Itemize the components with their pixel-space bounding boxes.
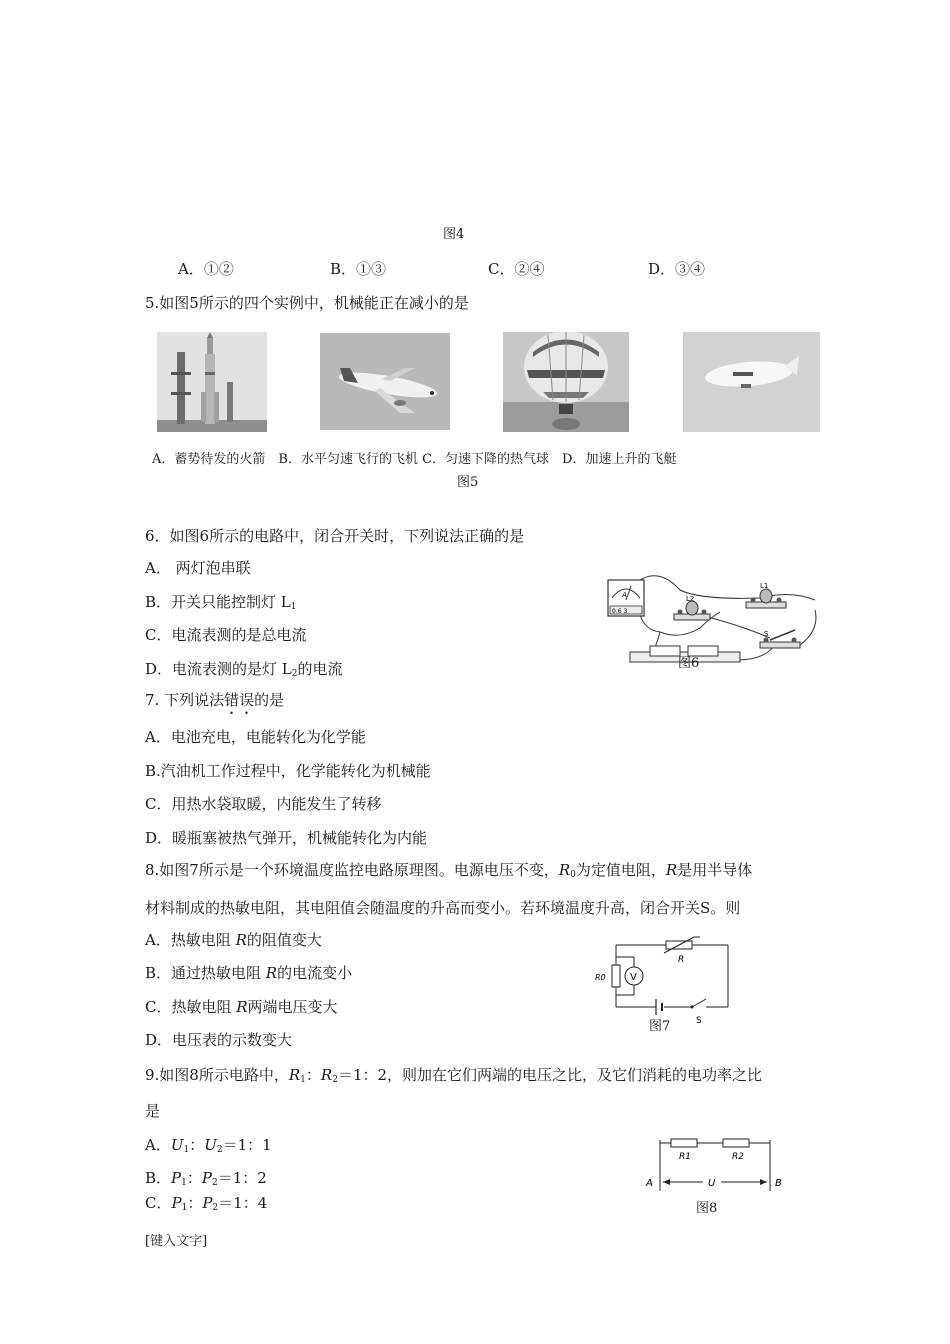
fig8-label-r2: R2 <box>732 1152 744 1162</box>
hot-air-balloon-photo <box>503 332 629 432</box>
q8-option-b: B．通过热敏电阻 R的电流变小 <box>145 964 353 982</box>
q6-option-d: D．电流表测的是灯 $L_2$的电流 <box>145 660 343 679</box>
q9-stem-line2: 是 <box>145 1102 161 1120</box>
q4-option-c: C．②④ <box>488 260 545 278</box>
fig6-label-scale: 0.6 3 <box>612 608 628 615</box>
figure-4-caption: 图4 <box>443 227 465 242</box>
q4-option-d: D．③④ <box>648 260 706 278</box>
fig6-label-s: S <box>764 630 769 638</box>
rocket-photo <box>157 332 267 432</box>
figure-8-circuit <box>643 1135 793 1195</box>
q7-option-c: C．用热水袋取暖，内能发生了转移 <box>145 795 382 813</box>
q8-stem-line2: 材料制成的热敏电阻，其电阻值会随温度的升高而变小。若环境温度升高，闭合开关S。则 <box>145 899 741 917</box>
fig8-label-u: U <box>708 1178 716 1189</box>
q6-option-c: C．电流表测的是总电流 <box>145 626 307 644</box>
q8-stem-line1: 8.如图7所示是一个环境温度监控电路原理图。电源电压不变，$R_0$为定值电阻，R是用半导体 <box>145 861 753 880</box>
q4-option-b: B．①③ <box>330 260 387 278</box>
q6-option-a: A． 两灯泡串联 <box>145 559 251 577</box>
figure-7-caption: 图7 <box>649 1019 671 1034</box>
fig7-label-v: V <box>630 972 637 983</box>
figure-6-circuit <box>600 570 832 675</box>
q9-stem-line1: 9.如图8所示电路中，$R_1$：$R_2=1$：2，则加在它们两端的电压之比，及它们消耗的电功率之比 <box>145 1066 763 1085</box>
fig7-label-r0: R0 <box>595 973 606 982</box>
footer-placeholder: [键入文字] <box>145 1234 208 1249</box>
q9-option-a: A．$U_1$：$U_2=1$：1 <box>145 1136 272 1155</box>
airplane-photo <box>320 333 450 430</box>
fig8-label-r1: R1 <box>679 1152 691 1162</box>
q7-option-b: B.汽油机工作过程中，化学能转化为机械能 <box>145 762 431 780</box>
fig6-label-a: A <box>622 591 627 599</box>
figure-5-caption: 图5 <box>457 475 479 490</box>
figure-8-caption: 图8 <box>696 1201 718 1216</box>
q7-option-a: A．电池充电，电能转化为化学能 <box>145 728 366 746</box>
q8-option-c: C．热敏电阻 R两端电压变大 <box>145 998 338 1016</box>
airship-photo <box>683 332 820 432</box>
q8-option-d: D．电压表的示数变大 <box>145 1031 293 1049</box>
q9-option-b: B．$P_1$：$P_2=1$：2 <box>145 1169 267 1188</box>
q4-option-a: A．①② <box>178 260 234 278</box>
q7-stem: 7. 下列说法错误的是 <box>145 691 285 709</box>
fig6-label-l1: L1 <box>760 582 769 590</box>
q8-option-a: A．热敏电阻 R的阻值变大 <box>145 931 322 949</box>
fig8-label-a: A <box>646 1178 653 1189</box>
q6-stem: 6．如图6所示的电路中，闭合开关时，下列说法正确的是 <box>145 527 525 545</box>
q7-option-d: D．暖瓶塞被热气弹开，机械能转化为内能 <box>145 829 428 847</box>
fig7-label-s: S <box>696 1016 702 1025</box>
q5-options: A．蓄势待发的火箭 B．水平匀速飞行的飞机 C．匀速下降的热气球 D．加速上升的飞艇 <box>152 452 677 467</box>
q5-stem: 5.如图5所示的四个实例中，机械能正在减小的是 <box>145 294 469 312</box>
q6-option-b: B．开关只能控制灯 $L_1$ <box>145 593 297 612</box>
fig6-label-l2: L2 <box>686 595 695 603</box>
fig8-label-b: B <box>775 1178 782 1189</box>
fig7-label-r: R <box>678 955 685 965</box>
figure-6-caption: 图6 <box>678 656 700 671</box>
figure-7-circuit <box>590 935 740 1025</box>
q9-option-c: C．$P_1$：$P_2=1$：4 <box>145 1194 268 1213</box>
